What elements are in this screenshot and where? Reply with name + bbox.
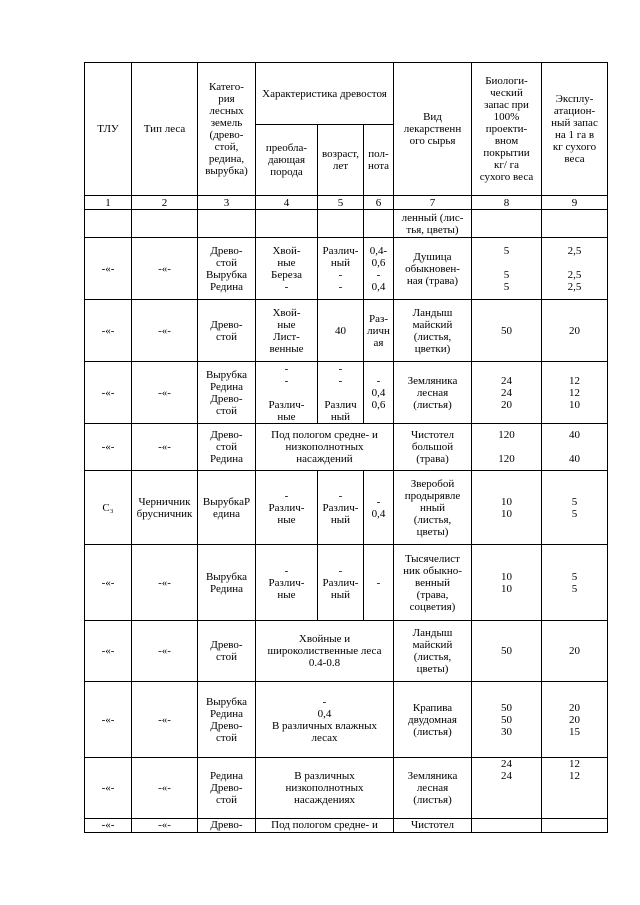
cell-raw-material: Чистотел большой (трава) <box>394 424 472 471</box>
cell-tlu: -«- <box>85 682 132 758</box>
cell-tlu: -«- <box>85 545 132 621</box>
cell-dominant: Хвой- ные Береза - <box>256 238 318 300</box>
cell-forest-type: -«- <box>132 362 198 424</box>
cell-exp <box>542 819 608 833</box>
cell-exp: 20 <box>542 621 608 682</box>
cell-stand-description: Под пологом средне- и низкополнотных насаждений <box>256 424 394 471</box>
cell-bio: 10 10 <box>472 471 542 545</box>
header-land-category: Катего- рия лесных земель (древо- стой, редина, вырубка) <box>198 63 256 196</box>
cell-exp: 20 20 15 <box>542 682 608 758</box>
column-number: 5 <box>318 196 364 210</box>
column-number: 7 <box>394 196 472 210</box>
cell-stand-description: Под пологом средне- и <box>256 819 394 833</box>
cell-dominant: - Различ- ные <box>256 545 318 621</box>
cell-age: - - Различ ный <box>318 362 364 424</box>
forest-resources-table <box>84 62 608 833</box>
cell-forest-type: -«- <box>132 300 198 362</box>
cell-density: - 0,4 <box>364 471 394 545</box>
header-exploit-reserve: Эксплу- атацион- ный запас на 1 га в кг сухого веса <box>542 63 608 196</box>
cell-bio: 50 <box>472 300 542 362</box>
cell-raw-material: ленный (лис- тья, цветы) <box>394 210 472 238</box>
table-row <box>85 362 608 424</box>
table-row <box>85 819 608 833</box>
cell-bio: 24 24 20 <box>472 362 542 424</box>
cell-raw-material: Тысячелист ник обыкно- венный (трава, соцветия) <box>394 545 472 621</box>
cell-stand-description: В различных низкополнотных насаждениях <box>256 758 394 819</box>
cell-age: Различ- ный - - <box>318 238 364 300</box>
cell-tlu: -«- <box>85 758 132 819</box>
cell-age: - Различ- ный <box>318 545 364 621</box>
cell-forest-type: Черничник брусничник <box>132 471 198 545</box>
cell-density: - 0,4 0,6 <box>364 362 394 424</box>
cell-bio: 10 10 <box>472 545 542 621</box>
header-stand-characteristics: Характеристика древостоя <box>256 63 394 125</box>
cell-land-category: Вырубка Редина Древо- стой <box>198 682 256 758</box>
cell-exp: 20 <box>542 300 608 362</box>
table-row <box>85 210 608 238</box>
cell-forest-type: -«- <box>132 424 198 471</box>
header-forest-type: Тип леса <box>132 63 198 196</box>
header-tlu: ТЛУ <box>85 63 132 196</box>
table-row <box>85 471 608 545</box>
cell-bio <box>472 210 542 238</box>
cell-bio: 120 120 <box>472 424 542 471</box>
cell-land-category: Древо- стой <box>198 621 256 682</box>
column-number: 2 <box>132 196 198 210</box>
cell-tlu: -«- <box>85 621 132 682</box>
cell-tlu: С₃ <box>85 471 132 545</box>
cell-tlu: -«- <box>85 424 132 471</box>
table-row <box>85 621 608 682</box>
cell-land-category: Вырубка Редина Древо- стой <box>198 362 256 424</box>
cell-forest-type <box>132 210 198 238</box>
cell-age <box>318 210 364 238</box>
column-number: 9 <box>542 196 608 210</box>
cell-bio: 5 5 5 <box>472 238 542 300</box>
cell-density: - <box>364 545 394 621</box>
cell-bio: 24 24 <box>472 758 542 819</box>
cell-raw-material: Чистотел <box>394 819 472 833</box>
cell-dominant: - - Различ- ные <box>256 362 318 424</box>
cell-stand-description: - 0,4 В различных влажных лесах <box>256 682 394 758</box>
cell-tlu: -«- <box>85 300 132 362</box>
cell-land-category <box>198 210 256 238</box>
cell-raw-material: Ландыш майский (листья, цветки) <box>394 300 472 362</box>
cell-forest-type: -«- <box>132 682 198 758</box>
cell-dominant: Хвой- ные Лист- венные <box>256 300 318 362</box>
column-number: 8 <box>472 196 542 210</box>
table-row <box>85 424 608 471</box>
cell-age: - Различ- ный <box>318 471 364 545</box>
cell-bio <box>472 819 542 833</box>
cell-raw-material: Земляника лесная (листья) <box>394 758 472 819</box>
cell-forest-type: -«- <box>132 758 198 819</box>
table-row <box>85 545 608 621</box>
cell-exp <box>542 210 608 238</box>
table-row <box>85 300 608 362</box>
cell-land-category: Древо- стой Редина <box>198 424 256 471</box>
cell-dominant <box>256 210 318 238</box>
cell-raw-material: Ландыш майский (листья, цветы) <box>394 621 472 682</box>
cell-stand-description: Хвойные и широколиственные леса 0.4-0.8 <box>256 621 394 682</box>
cell-exp: 40 40 <box>542 424 608 471</box>
cell-exp: 5 5 <box>542 471 608 545</box>
header-density: пол- нота <box>364 125 394 196</box>
cell-dominant: - Различ- ные <box>256 471 318 545</box>
cell-land-category: Древо- стой Вырубка Редина <box>198 238 256 300</box>
cell-density <box>364 210 394 238</box>
column-number: 6 <box>364 196 394 210</box>
cell-exp: 12 12 10 <box>542 362 608 424</box>
cell-tlu: -«- <box>85 238 132 300</box>
cell-bio: 50 <box>472 621 542 682</box>
column-number: 4 <box>256 196 318 210</box>
header-raw-material: Вид лекарственн ого сырья <box>394 63 472 196</box>
cell-exp: 5 5 <box>542 545 608 621</box>
cell-land-category: Редина Древо- стой <box>198 758 256 819</box>
cell-tlu <box>85 210 132 238</box>
cell-age: 40 <box>318 300 364 362</box>
cell-exp: 2,5 2,5 2,5 <box>542 238 608 300</box>
cell-exp: 12 12 <box>542 758 608 819</box>
cell-density: 0,4- 0,6 - 0,4 <box>364 238 394 300</box>
cell-raw-material: Зверобой продырявле нный (листья, цветы) <box>394 471 472 545</box>
column-number: 3 <box>198 196 256 210</box>
table-row <box>85 238 608 300</box>
cell-raw-material: Душица обыкновен- ная (трава) <box>394 238 472 300</box>
cell-tlu: -«- <box>85 362 132 424</box>
column-number: 1 <box>85 196 132 210</box>
cell-land-category: Древо- стой <box>198 300 256 362</box>
cell-land-category: ВырубкаР едина <box>198 471 256 545</box>
cell-land-category: Вырубка Редина <box>198 545 256 621</box>
table-row <box>85 758 608 819</box>
cell-raw-material: Крапива двудомная (листья) <box>394 682 472 758</box>
column-number-row <box>85 196 608 210</box>
header-bio-reserve: Биологи- ческий запас при 100% проекти- вном покрытии кг/ га сухого веса <box>472 63 542 196</box>
header-age: возраст, лет <box>318 125 364 196</box>
cell-tlu: -«- <box>85 819 132 833</box>
cell-forest-type: -«- <box>132 238 198 300</box>
cell-forest-type: -«- <box>132 819 198 833</box>
table-row <box>85 682 608 758</box>
cell-land-category: Древо- <box>198 819 256 833</box>
cell-density: Раз- личная <box>364 300 394 362</box>
cell-raw-material: Земляника лесная (листья) <box>394 362 472 424</box>
header-dominant-species: преобла- дающая порода <box>256 125 318 196</box>
cell-bio: 50 50 30 <box>472 682 542 758</box>
cell-forest-type: -«- <box>132 621 198 682</box>
cell-forest-type: -«- <box>132 545 198 621</box>
